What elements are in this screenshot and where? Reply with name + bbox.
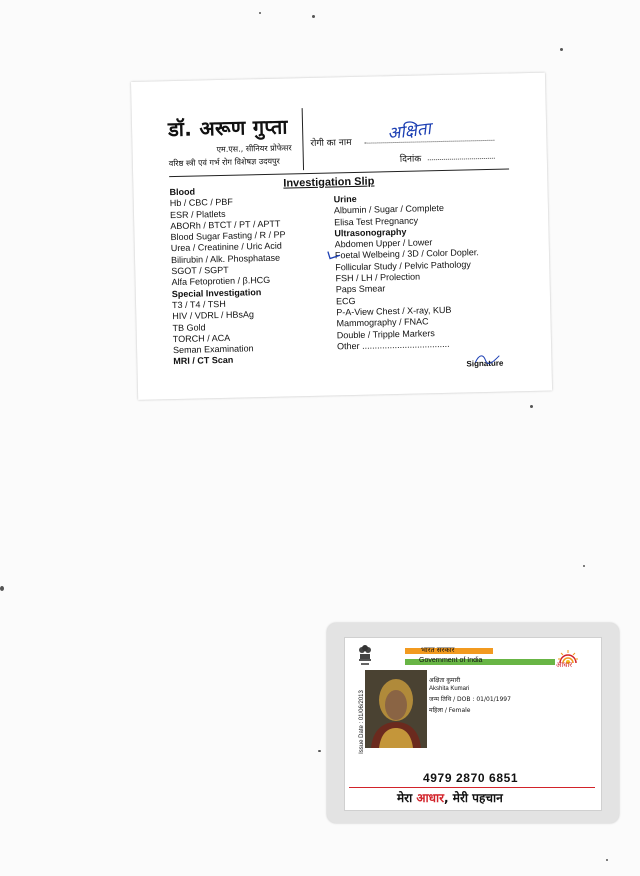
scan-speck (606, 859, 608, 861)
test-item: Follicular Study / Pelvic Pathology (335, 259, 471, 273)
tagline-part-a: मेरा (397, 791, 417, 805)
test-item: TB Gold (172, 321, 206, 333)
patient-name-line (364, 140, 494, 144)
test-item: Alfa Fetoprotien / β.HCG (171, 275, 271, 288)
scan-speck (318, 750, 321, 752)
portrait-icon (365, 670, 427, 748)
section-heading: Urine (333, 193, 357, 205)
left-test-column (169, 185, 288, 368)
test-item: FSH / LH / Prolection (335, 271, 421, 284)
red-divider (349, 787, 595, 788)
holder-name-hindi: अक्षिता कुमारी (429, 677, 461, 684)
test-item: ABORh / BTCT / PT / APTT (170, 218, 281, 232)
test-item: ECG (335, 295, 356, 307)
tagline-part-b: आधार (416, 791, 445, 805)
government-hindi: भारत सरकार (421, 646, 455, 654)
scan-speck (530, 405, 533, 408)
slip-title: Investigation Slip (283, 175, 375, 190)
test-item: Urea / Creatinine / Uric Acid (170, 241, 282, 254)
test-item: Other ................................... (336, 338, 450, 352)
doctor-name: डॉ. अरूण गुप्ता (167, 114, 289, 142)
aadhaar-logo-text: आधार (556, 661, 573, 669)
aadhaar-number: 4979 2870 6851 (423, 771, 519, 785)
test-item: P-A-View Chest / X-ray, KUB (336, 304, 452, 318)
date-of-birth: जन्म तिथि / DOB : 01/01/1997 (429, 696, 511, 703)
section-heading: MRI / CT Scan (173, 355, 234, 367)
check-mark-icon (327, 249, 341, 259)
investigation-slip (131, 73, 552, 400)
test-item: Elisa Test Pregnancy (334, 215, 419, 228)
doctor-qualification: एम.एस., सीनियर प्रोफेसर (216, 143, 292, 155)
signature-label: Signature (466, 358, 504, 369)
test-item: Hb / CBC / PBF (169, 197, 233, 209)
test-item: TORCH / ACA (172, 332, 231, 344)
test-item: SGOT / SGPT (171, 264, 229, 277)
test-item: Blood Sugar Fasting / R / PP (170, 229, 286, 243)
aadhaar-tagline (397, 789, 503, 806)
section-heading: Blood (169, 186, 196, 198)
test-item: Paps Smear (335, 283, 386, 295)
test-item: Mammography / FNAC (336, 316, 429, 329)
header-divider (302, 108, 304, 170)
doctor-specialty: वरिष्ठ स्त्री एवं गर्भ रोग विशेषज्ञ उदयपुर (168, 156, 280, 169)
test-item: Double / Tripple Markers (336, 327, 435, 340)
right-test-column (334, 191, 481, 352)
test-item: Albumin / Sugar / Complete (333, 203, 445, 216)
section-heading: Ultrasonography (334, 226, 407, 239)
patient-name-label: रोगी का नाम (310, 138, 352, 149)
national-emblem-icon (357, 644, 373, 668)
test-item: Foetal Welbeing / 3D / Color Dopler. (334, 247, 479, 261)
date-line (428, 158, 495, 161)
scan-speck (583, 565, 585, 567)
test-item: HIV / VDRL / HBsAg (172, 309, 255, 322)
test-item: ESR / Platlets (169, 208, 226, 220)
scan-speck (0, 586, 4, 591)
signature-scrawl (473, 352, 501, 367)
patient-name-handwritten: अक्षिता (386, 118, 433, 145)
aadhaar-card (344, 637, 602, 811)
scan-speck (259, 12, 261, 14)
holder-name: Akshita Kumari (429, 686, 470, 692)
government-english: Government of India (419, 657, 483, 664)
test-item: Seman Examination (172, 343, 254, 356)
test-item: T3 / T4 / TSH (171, 298, 226, 311)
issue-date: Issue Date : 01/06/2013 (359, 690, 365, 754)
date-label: दिनांक (399, 154, 422, 165)
scan-speck (560, 48, 563, 51)
test-item: Bilirubin / Alk. Phosphatase (170, 252, 281, 265)
test-item: Abdomen Upper / Lower (334, 237, 433, 250)
tagline-part-c: , मेरी पहचान (444, 791, 503, 805)
section-heading: Special Investigation (171, 286, 262, 299)
holder-photo (365, 670, 427, 748)
scan-speck (312, 15, 315, 18)
gender: महिला / Female (429, 707, 471, 714)
